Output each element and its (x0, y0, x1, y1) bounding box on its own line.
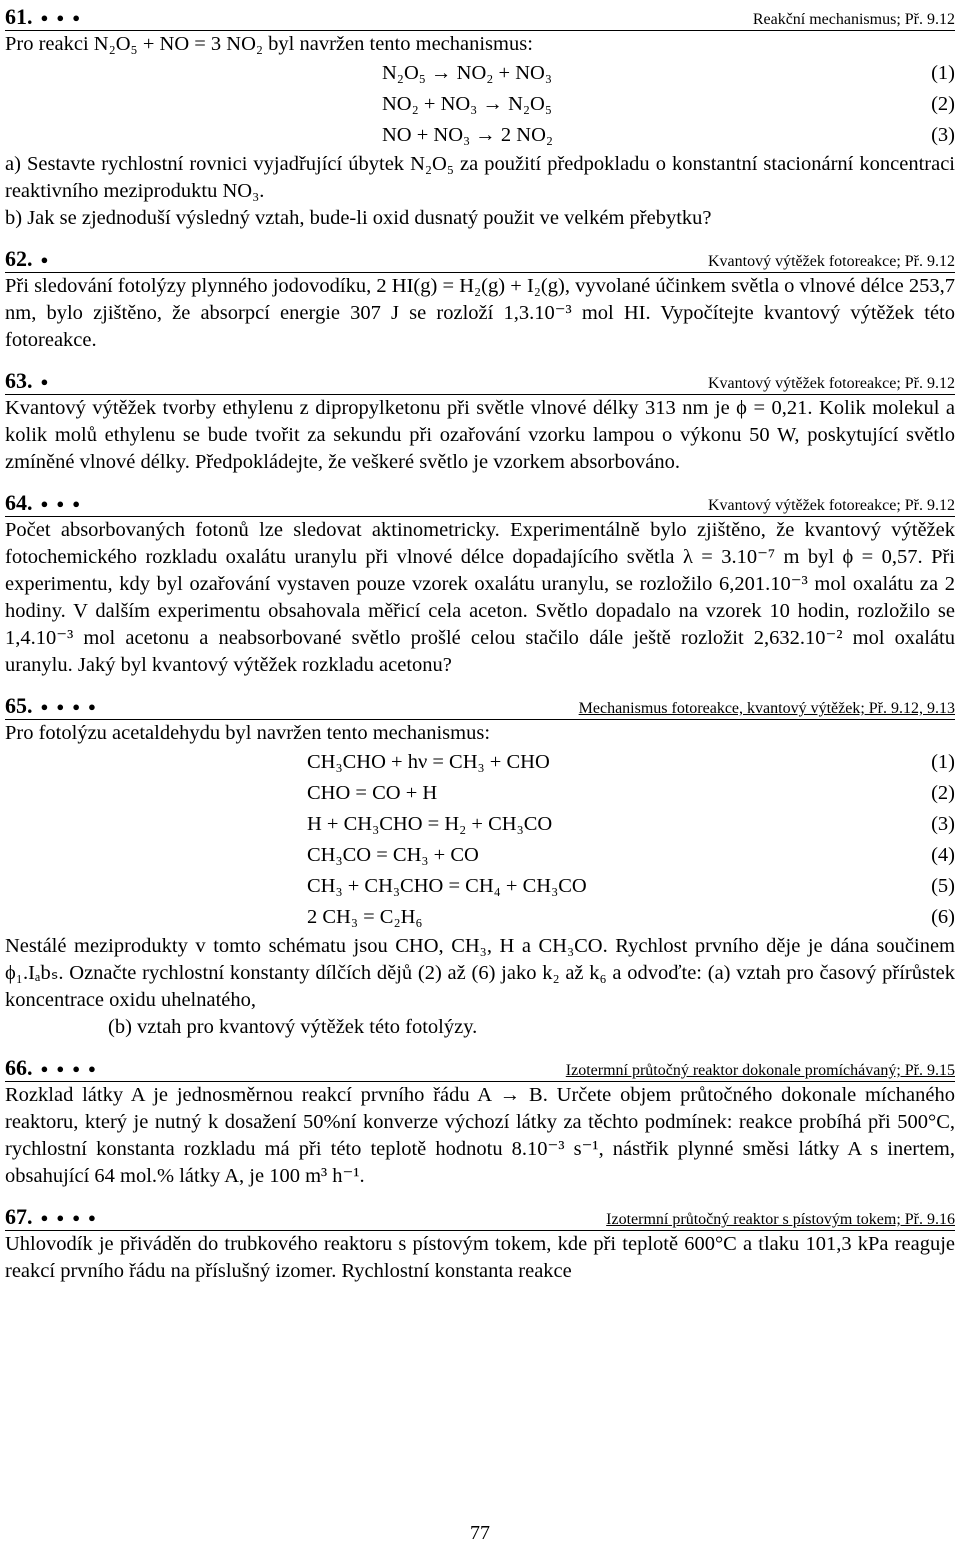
problem-64 (5, 490, 955, 679)
difficulty-dots: ●●● (40, 10, 89, 25)
problem-number: 62. (5, 246, 33, 271)
problem-header (5, 490, 955, 517)
problem-header (5, 693, 955, 720)
problem-intro: Pro reakci N₂O₅ + NO = 3 NO₂ byl navržen tento mechanismus: (5, 33, 533, 55)
equation: 2 CH₃ = C₂H₆ (307, 906, 423, 928)
problem-63 (5, 368, 955, 476)
problem-number: 64. (5, 490, 33, 515)
problem-topic: Kvantový výtěžek fotoreakce; Př. 9.12 (707, 375, 955, 392)
problem-topic: Izotermní průtočný reaktor s pístovým tokem; Př. 9.16 (606, 1211, 955, 1228)
problem-text: Uhlovodík je přiváděn do trubkového reaktoru s pístovým tokem, kde při teplotě 600°C a tlaku 101,3 kPa reaguje reakcí prvního řádu na příslušný izomer. Rychlostní konstanta reakce (5, 1233, 955, 1282)
problem-text-part-b: (b) vztah pro kvantový výtěžek této fotolýzy. (108, 1016, 478, 1038)
equation-row (5, 840, 955, 871)
problem-61 (5, 4, 955, 232)
difficulty-dots: ●●● (40, 496, 89, 511)
equation: CH₃ + CH₃CHO = CH₄ + CH₃CO (307, 875, 587, 897)
equation-label: (3) (931, 124, 955, 146)
equation: CH₃CHO + hν = CH₃ + CHO (307, 751, 550, 773)
equation-row (5, 902, 955, 933)
page-content (5, 4, 955, 1299)
problem-header (5, 368, 955, 395)
problem-67 (5, 1204, 955, 1285)
problem-topic: Reakční mechanismus; Př. 9.12 (752, 11, 955, 28)
problem-header (5, 246, 955, 273)
equation-row (5, 809, 955, 840)
problem-header (5, 4, 955, 31)
equation-label: (5) (931, 875, 955, 897)
equation-row (5, 89, 955, 120)
difficulty-dots: ●●●● (40, 1061, 104, 1076)
problem-part-b: b) Jak se zjednoduší výsledný vztah, bude-li oxid dusnatý použit ve velkém přebytku? (5, 207, 712, 229)
problem-number: 67. (5, 1204, 33, 1229)
difficulty-dots: ● (40, 374, 57, 389)
equation-label: (4) (931, 844, 955, 866)
problem-text: Nestálé meziprodukty v tomto schématu jsou CHO, CH₃, H a CH₃CO. Rychlost prvního děje je dána součinem ϕ₁.Iₐbₛ. Označte rychlostní konstanty dílčích dějů (2) až (6) jako k₂ až k₆ a odvoďte: (a) vztah pro časový přírůstek koncentrace oxidu uhelnatého, (5, 935, 955, 1011)
equation-label: (6) (931, 906, 955, 928)
problem-text: Při sledování fotolýzy plynného jodovodíku, 2 HI(g) = H₂(g) + I₂(g), vyvolané účinkem světla o vlnové délce 253,7 nm, bylo zjištěno, že absorpcí energie 307 J se rozloží 1,3.10⁻³ mol HI. Vypočítejte kvantový výtěžek této fotoreakce. (5, 275, 955, 351)
problem-number: 65. (5, 693, 33, 718)
equation-label: (2) (931, 782, 955, 804)
problem-62 (5, 246, 955, 354)
problem-65 (5, 693, 955, 1041)
equation-row (5, 58, 955, 89)
problem-topic: Izotermní průtočný reaktor dokonale promíchávaný; Př. 9.15 (565, 1062, 955, 1079)
equation-label: (1) (931, 751, 955, 773)
equation-row (5, 120, 955, 151)
problem-number: 63. (5, 368, 33, 393)
problem-text: Kvantový výtěžek tvorby ethylenu z dipropylketonu při světle vlnové délky 313 nm je ϕ = 0,21. Kolik molekul a kolik molů ethylenu se bude tvořit za sekundu při ozařování vzorku lampou o výkonu 50 W, poskytující světlo zmíněné vlnové délky. Předpokládejte, že veškeré světlo je vzorkem absorbováno. (5, 397, 955, 473)
equation-label: (1) (931, 62, 955, 84)
problem-number: 66. (5, 1055, 33, 1080)
problem-header (5, 1204, 955, 1231)
equation-row (5, 747, 955, 778)
problem-number: 61. (5, 4, 33, 29)
difficulty-dots: ●●●● (40, 699, 104, 714)
problem-header (5, 1055, 955, 1082)
equation-label: (3) (931, 813, 955, 835)
equation: NO₂ + NO₃ → N₂O₅ (382, 93, 552, 115)
problem-part-a: a) Sestavte rychlostní rovnici vyjadřující úbytek N₂O₅ za použití předpokladu o konstantní stacionární koncentraci reaktivního meziproduktu NO₃. (5, 153, 955, 202)
problem-66 (5, 1055, 955, 1190)
equation-row (5, 778, 955, 809)
problem-intro: Pro fotolýzu acetaldehydu byl navržen tento mechanismus: (5, 722, 491, 744)
equation: CHO = CO + H (307, 782, 438, 804)
problem-text: Rozklad látky A je jednosměrnou reakcí prvního řádu A → B. Určete objem průtočného dokonale míchaného reaktoru, který je nutný k dosažení 50%ní konverze výchozí látky za těchto podmínek: reakce probíhá při 500°C, rychlostní konstanta rozkladu má při této teplotě hodnotu 8.10⁻³ s⁻¹, nástřik plynné směsi látky A s inertem, obsahující 64 mol.% látky A, je 100 m³ h⁻¹. (5, 1084, 955, 1187)
problem-topic: Kvantový výtěžek fotoreakce; Př. 9.12 (707, 497, 955, 514)
page-number: 77 (470, 1522, 490, 1544)
problem-topic: Kvantový výtěžek fotoreakce; Př. 9.12 (707, 253, 955, 270)
equation-label: (2) (931, 93, 955, 115)
equation: H + CH₃CHO = H₂ + CH₃CO (307, 813, 553, 835)
problem-text: Počet absorbovaných fotonů lze sledovat aktinometricky. Experimentálně bylo zjištěno, že kvantový výtěžek fotochemického rozkladu oxalátu uranylu při vlnové délce dopadajícího světla λ = 3.10⁻⁷ m byl ϕ = 0,57. Při experimentu, kdy byl ozařování vystaven pouze vzorek oxalátu uranylu, se rozložilo 6,201.10⁻³ mol oxalátu za 2 hodiny. V dalším experimentu obsahovala měřicí cela aceton. Světlo dopadalo na vzorek 10 hodin, rozložilo se 1,4.10⁻³ mol acetonu a neabsorbované světlo prošlé celou stačilo dále ještě rozložit 2,632.10⁻² mol oxalátu uranylu. Jaký byl kvantový výtěžek rozkladu acetonu? (5, 519, 955, 676)
difficulty-dots: ●●●● (40, 1210, 104, 1225)
equation: N₂O₅ → NO₂ + NO₃ (382, 62, 552, 84)
difficulty-dots: ● (40, 252, 57, 267)
equation: NO + NO₃ → 2 NO₂ (382, 124, 554, 146)
problem-topic: Mechanismus fotoreakce, kvantový výtěžek; Př. 9.12, 9.13 (578, 700, 955, 717)
equation: CH₃CO = CH₃ + CO (307, 844, 479, 866)
equation-row (5, 871, 955, 902)
